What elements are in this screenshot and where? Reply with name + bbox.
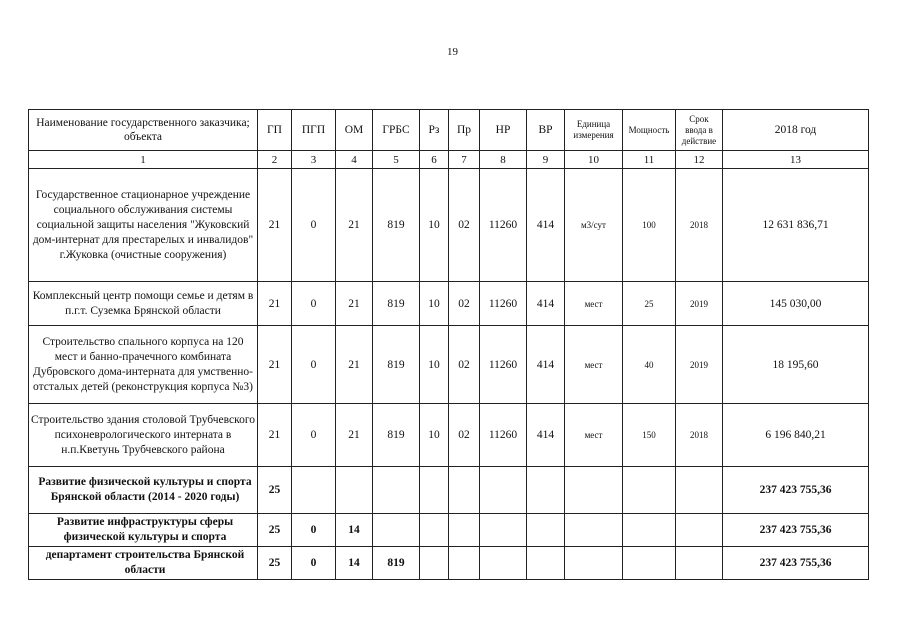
header-capacity: Мощность xyxy=(623,110,676,151)
table-row xyxy=(29,169,869,282)
column-number: 3 xyxy=(292,151,336,169)
cell-year: 2019 xyxy=(676,326,723,404)
cell-vr xyxy=(527,547,565,580)
object-name: Государственное стационарное учреждение социального обслуживания системы социальной защиты населения "Жуковский дом-интернат для престарелых и инвалидов" г.Жуковка (очистные сооружения) xyxy=(29,169,258,282)
cell-pgp: 0 xyxy=(292,169,336,282)
cell-rz xyxy=(420,467,449,514)
header-grbs: ГРБС xyxy=(373,110,420,151)
cell-amount: 6 196 840,21 xyxy=(723,404,869,467)
cell-grbs: 819 xyxy=(373,326,420,404)
cell-pr: 02 xyxy=(449,326,480,404)
cell-om: 14 xyxy=(336,514,373,547)
cell-unit: мест xyxy=(565,404,623,467)
column-number: 2 xyxy=(258,151,292,169)
object-name: департамент строительства Брянской области xyxy=(29,547,258,580)
cell-rz: 10 xyxy=(420,404,449,467)
cell-grbs xyxy=(373,467,420,514)
table-row xyxy=(29,404,869,467)
cell-year xyxy=(676,514,723,547)
object-name: Комплексный центр помощи семье и детям в п.г.т. Суземка Брянской области xyxy=(29,282,258,326)
column-number: 8 xyxy=(480,151,527,169)
cell-rz xyxy=(420,514,449,547)
cell-vr: 414 xyxy=(527,169,565,282)
cell-gp: 21 xyxy=(258,282,292,326)
cell-grbs: 819 xyxy=(373,404,420,467)
header-year: Срок ввода в действие xyxy=(676,110,723,151)
cell-grbs: 819 xyxy=(373,169,420,282)
cell-pr: 02 xyxy=(449,169,480,282)
cell-unit: м3/сут xyxy=(565,169,623,282)
cell-pgp: 0 xyxy=(292,282,336,326)
header-amount: 2018 год xyxy=(723,110,869,151)
cell-unit: мест xyxy=(565,282,623,326)
object-name: Строительство спального корпуса на 120 мест и банно-прачечного комбината Дубровского дома-интерната для умственно-отсталых детей (реконструкция корпуса №3) xyxy=(29,326,258,404)
cell-capacity: 25 xyxy=(623,282,676,326)
cell-nr: 11260 xyxy=(480,282,527,326)
cell-unit: мест xyxy=(565,326,623,404)
cell-unit xyxy=(565,514,623,547)
cell-nr: 11260 xyxy=(480,404,527,467)
table-row xyxy=(29,282,869,326)
cell-om xyxy=(336,467,373,514)
cell-vr: 414 xyxy=(527,282,565,326)
cell-amount: 237 423 755,36 xyxy=(723,514,869,547)
cell-pgp xyxy=(292,467,336,514)
column-number: 6 xyxy=(420,151,449,169)
object-name: Развитие физической культуры и спорта Брянской области (2014 - 2020 годы) xyxy=(29,467,258,514)
cell-pr xyxy=(449,547,480,580)
cell-capacity: 40 xyxy=(623,326,676,404)
cell-vr xyxy=(527,467,565,514)
cell-amount: 237 423 755,36 xyxy=(723,547,869,580)
cell-capacity xyxy=(623,514,676,547)
table-row xyxy=(29,326,869,404)
cell-rz xyxy=(420,547,449,580)
cell-pr: 02 xyxy=(449,282,480,326)
cell-capacity: 150 xyxy=(623,404,676,467)
cell-grbs: 819 xyxy=(373,547,420,580)
cell-om: 21 xyxy=(336,169,373,282)
cell-om: 14 xyxy=(336,547,373,580)
cell-capacity xyxy=(623,547,676,580)
cell-vr: 414 xyxy=(527,326,565,404)
cell-rz: 10 xyxy=(420,282,449,326)
column-number: 1 xyxy=(29,151,258,169)
cell-nr xyxy=(480,467,527,514)
cell-gp: 21 xyxy=(258,169,292,282)
budget-table xyxy=(28,109,869,580)
header-nr: НР xyxy=(480,110,527,151)
column-number: 5 xyxy=(373,151,420,169)
cell-grbs: 819 xyxy=(373,282,420,326)
cell-amount: 12 631 836,71 xyxy=(723,169,869,282)
object-name: Строительство здания столовой Трубчевского психоневрологического интерната в н.п.Кветунь Трубчевского района xyxy=(29,404,258,467)
cell-pgp: 0 xyxy=(292,326,336,404)
cell-pgp: 0 xyxy=(292,514,336,547)
cell-nr: 11260 xyxy=(480,169,527,282)
table-row xyxy=(29,467,869,514)
cell-gp: 21 xyxy=(258,404,292,467)
header-unit: Единица измерения xyxy=(565,110,623,151)
cell-grbs xyxy=(373,514,420,547)
cell-gp: 25 xyxy=(258,467,292,514)
column-number: 7 xyxy=(449,151,480,169)
column-number: 12 xyxy=(676,151,723,169)
column-number: 11 xyxy=(623,151,676,169)
page-number: 19 xyxy=(447,46,458,58)
column-number: 4 xyxy=(336,151,373,169)
cell-gp: 25 xyxy=(258,547,292,580)
cell-vr xyxy=(527,514,565,547)
cell-nr: 11260 xyxy=(480,326,527,404)
header-name: Наименование государственного заказчика; объекта xyxy=(29,110,258,151)
table-row xyxy=(29,547,869,580)
header-row xyxy=(29,110,869,151)
header-pr: Пр xyxy=(449,110,480,151)
header-gp: ГП xyxy=(258,110,292,151)
cell-rz: 10 xyxy=(420,326,449,404)
table-row xyxy=(29,514,869,547)
cell-unit xyxy=(565,467,623,514)
column-number: 9 xyxy=(527,151,565,169)
cell-rz: 10 xyxy=(420,169,449,282)
cell-capacity xyxy=(623,467,676,514)
object-name: Развитие инфраструктуры сферы физической культуры и спорта xyxy=(29,514,258,547)
cell-amount: 145 030,00 xyxy=(723,282,869,326)
cell-capacity: 100 xyxy=(623,169,676,282)
cell-year: 2018 xyxy=(676,404,723,467)
cell-nr xyxy=(480,547,527,580)
cell-pgp: 0 xyxy=(292,404,336,467)
cell-amount: 237 423 755,36 xyxy=(723,467,869,514)
column-number: 10 xyxy=(565,151,623,169)
column-number-row xyxy=(29,151,869,169)
column-number: 13 xyxy=(723,151,869,169)
cell-pr xyxy=(449,514,480,547)
cell-pgp: 0 xyxy=(292,547,336,580)
cell-pr xyxy=(449,467,480,514)
cell-gp: 21 xyxy=(258,326,292,404)
cell-year: 2018 xyxy=(676,169,723,282)
header-vr: ВР xyxy=(527,110,565,151)
cell-om: 21 xyxy=(336,282,373,326)
cell-om: 21 xyxy=(336,404,373,467)
cell-year: 2019 xyxy=(676,282,723,326)
cell-year xyxy=(676,467,723,514)
cell-gp: 25 xyxy=(258,514,292,547)
header-pgp: ПГП xyxy=(292,110,336,151)
cell-vr: 414 xyxy=(527,404,565,467)
cell-amount: 18 195,60 xyxy=(723,326,869,404)
cell-nr xyxy=(480,514,527,547)
cell-om: 21 xyxy=(336,326,373,404)
cell-pr: 02 xyxy=(449,404,480,467)
cell-unit xyxy=(565,547,623,580)
header-rz: Рз xyxy=(420,110,449,151)
cell-year xyxy=(676,547,723,580)
header-om: ОМ xyxy=(336,110,373,151)
